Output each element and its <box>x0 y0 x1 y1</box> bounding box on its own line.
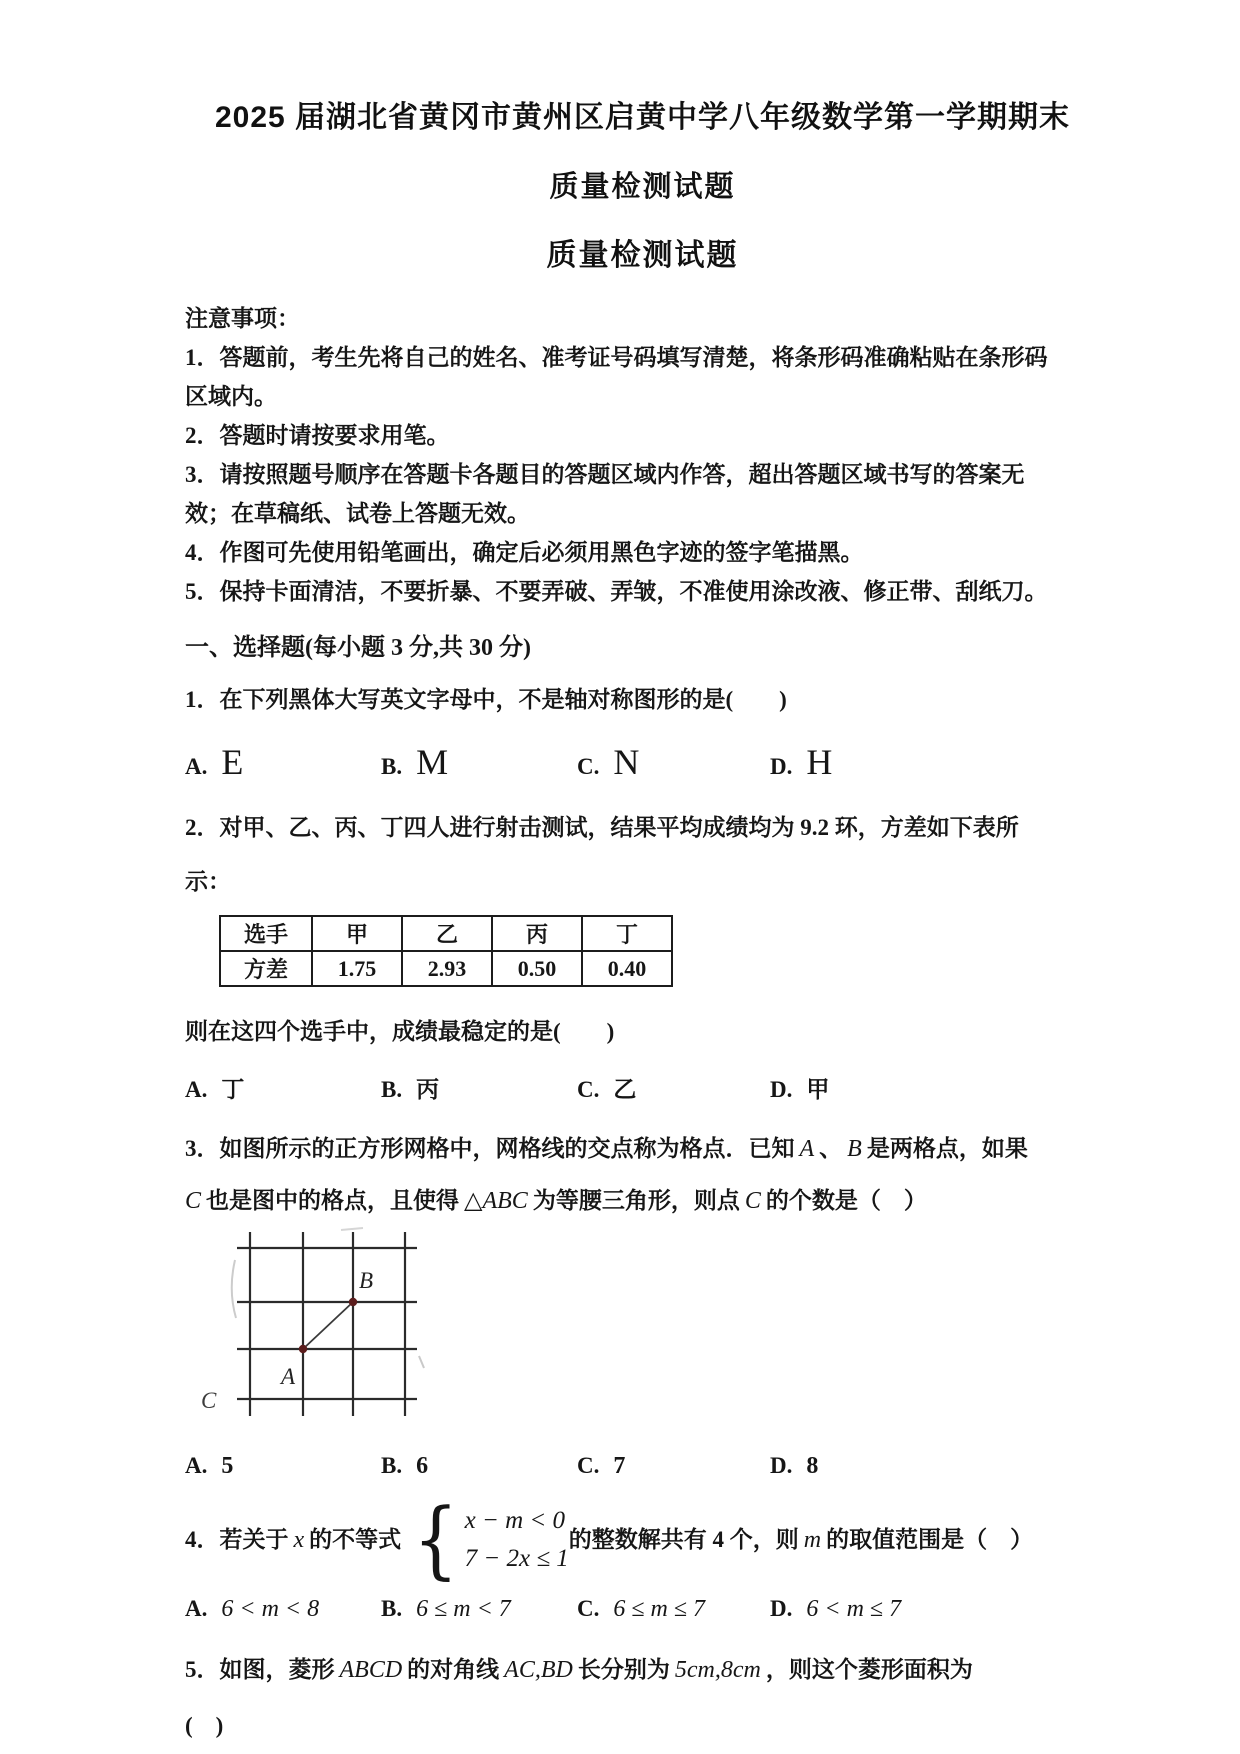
option-value: 6 < m < 8 <box>221 1596 320 1622</box>
label-c: C <box>201 1388 217 1413</box>
option-value: 6 <box>416 1453 429 1479</box>
q2-option-c <box>577 1071 770 1104</box>
option-value: 甲 <box>806 1077 830 1102</box>
q4-option-a <box>185 1596 381 1623</box>
q3-option-d <box>770 1453 1100 1480</box>
segment-ab <box>303 1302 353 1349</box>
inequality-system <box>465 1502 569 1578</box>
option-label: B. <box>381 1596 403 1621</box>
option-label: C. <box>577 1453 600 1478</box>
exam-title-line1: 2025 届湖北省黄冈市黄州区启黄中学八年级数学第一学期期末 <box>214 101 1071 134</box>
exam-title-line3: 质量检测试题 <box>546 239 739 272</box>
q1-option-c <box>577 741 770 783</box>
table-cell: 0.40 <box>582 951 672 986</box>
notice-line-3-wrap: 效；在草稿纸、试卷上答题无效。 <box>185 501 530 526</box>
notice-line-5: 5．保持卡面清洁，不要折暴、不要弄破、弄皱，不准使用涂改液、修正带、刮纸刀。 <box>185 579 1048 604</box>
variance-table <box>219 915 673 987</box>
q3-options <box>185 1453 1100 1480</box>
option-label: C. <box>577 1077 600 1102</box>
q1-stem: 1．在下列黑体大写英文字母中，不是轴对称图形的是( ) <box>185 687 787 712</box>
table-cell: 0.50 <box>492 951 582 986</box>
option-value: H <box>806 742 833 782</box>
q4-text: 的整数解共有 4 个，则 <box>568 1527 799 1552</box>
q2-option-d <box>770 1071 1100 1104</box>
table-cell: 2.93 <box>402 951 492 986</box>
math-var-b: B <box>847 1136 862 1162</box>
table-row <box>220 916 672 951</box>
table-cell: 1.75 <box>312 951 402 986</box>
scan-artifact <box>419 1356 424 1368</box>
q3-text: 3．如图所示的正方形网格中，网格线的交点称为格点．已知 <box>185 1136 795 1161</box>
math-var-x: x <box>293 1526 305 1553</box>
option-label: B. <box>381 754 403 779</box>
option-label: B. <box>381 1077 403 1102</box>
table-header-cell: 乙 <box>402 916 492 951</box>
table-header-cell: 丙 <box>492 916 582 951</box>
q1-option-a <box>185 741 381 783</box>
q2-option-a <box>185 1071 381 1104</box>
table-row <box>220 951 672 986</box>
q5-text: 5．如图，菱形 <box>185 1657 335 1682</box>
option-label: C. <box>577 754 600 779</box>
system-brace: { <box>413 1490 459 1589</box>
notice-line-2: 2．答题时请按要求用笔。 <box>185 423 450 448</box>
q3-stem-line1 <box>185 1134 1100 1164</box>
exam-title-line2: 质量检测试题 <box>549 171 736 203</box>
table-header-cell: 丁 <box>582 916 672 951</box>
option-label: A. <box>185 1453 208 1478</box>
math-triangle-abc: △ABC <box>464 1188 528 1214</box>
option-value: 6 < m ≤ 7 <box>806 1596 902 1622</box>
option-label: D. <box>770 1077 793 1102</box>
q4-option-c <box>577 1596 770 1623</box>
q1-options <box>185 741 1100 783</box>
math-abcd: ABCD <box>339 1657 403 1683</box>
notice-line-1-wrap: 区域内。 <box>185 384 277 409</box>
notice-line-4: 4．作图可先使用铅笔画出，确定后必须用黑色字迹的签字笔描黑。 <box>185 540 864 565</box>
option-value: 8 <box>806 1453 819 1479</box>
notice-heading: 注意事项： <box>185 306 300 331</box>
math-var-m: m <box>803 1526 822 1553</box>
option-label: D. <box>770 1453 793 1478</box>
point-a <box>299 1345 307 1353</box>
option-label: A. <box>185 754 208 779</box>
notice-line-1: 1．答题前，考生先将自己的姓名、准考证号码填写清楚，将条形码准确粘贴在条形码 <box>185 345 1048 370</box>
q3-option-b <box>381 1453 577 1480</box>
q4-option-b <box>381 1596 577 1623</box>
math-var-c: C <box>185 1188 202 1214</box>
q2-options <box>185 1071 1100 1104</box>
option-value: 7 <box>613 1453 626 1479</box>
q3-stem-line2 <box>185 1186 1100 1216</box>
math-ac-bd: AC,BD <box>504 1657 573 1683</box>
label-b: B <box>359 1268 374 1293</box>
math-var-c: C <box>744 1188 761 1214</box>
q4-text: 的取值范围是（ ） <box>826 1527 1034 1552</box>
math-lengths: 5cm,8cm <box>674 1657 761 1683</box>
inequality-line1: x − m < 0 <box>464 1507 565 1534</box>
notice-block <box>185 299 1100 611</box>
option-value: 5 <box>221 1453 234 1479</box>
option-label: C. <box>577 1596 600 1621</box>
inequality-line2: 7 − 2x ≤ 1 <box>464 1545 569 1572</box>
q3-text: 的个数是（ ） <box>765 1188 927 1213</box>
option-value: 丙 <box>416 1077 440 1102</box>
option-value: 6 ≤ m < 7 <box>416 1596 511 1622</box>
option-value: N <box>613 742 640 782</box>
option-label: D. <box>770 754 793 779</box>
option-label: B. <box>381 1453 403 1478</box>
q5-stem <box>185 1655 1100 1685</box>
q4-text: 4．若关于 <box>185 1527 289 1552</box>
scan-artifact <box>232 1260 236 1318</box>
q5-text: 的对角线 <box>407 1657 500 1682</box>
q2-stem-line2: 示： <box>185 869 231 894</box>
table-header-cell: 甲 <box>312 916 402 951</box>
q4-options <box>185 1596 1100 1623</box>
grid-figure <box>195 1224 430 1424</box>
q2-option-b <box>381 1071 577 1104</box>
q2-stem-line1: 2．对甲、乙、丙、丁四人进行射击测试，结果平均成绩均为 9.2 环，方差如下表所 <box>185 815 1019 840</box>
option-label: A. <box>185 1596 208 1621</box>
option-value: E <box>221 742 244 782</box>
math-var-a: A <box>799 1136 815 1162</box>
q3-option-c <box>577 1453 770 1480</box>
q1-option-d <box>770 741 1100 783</box>
option-label: A. <box>185 1077 208 1102</box>
q5-text: ，则这个菱形面积为 <box>765 1657 973 1682</box>
point-b <box>349 1298 357 1306</box>
q3-option-a <box>185 1453 381 1480</box>
option-label: D. <box>770 1596 793 1621</box>
q1-option-b <box>381 741 577 783</box>
q3-text: 、 <box>819 1136 843 1161</box>
q3-text: 是两格点，如果 <box>866 1136 1028 1161</box>
q5-text: 长分别为 <box>577 1657 670 1682</box>
notice-line-3: 3．请按照题号顺序在答题卡各题目的答题区域内作答，超出答题区域书写的答案无 <box>185 462 1025 487</box>
option-value: M <box>416 742 449 782</box>
q4-stem <box>185 1490 1100 1589</box>
option-value: 丁 <box>221 1077 245 1102</box>
label-a: A <box>281 1364 296 1389</box>
q4-option-d <box>770 1596 1100 1623</box>
scan-artifact <box>341 1228 363 1230</box>
table-header-cell: 选手 <box>220 916 312 951</box>
option-value: 6 ≤ m ≤ 7 <box>613 1596 706 1622</box>
table-cell: 方差 <box>220 951 312 986</box>
q3-text: 也是图中的格点，且使得 <box>206 1188 460 1213</box>
section-heading: 一、选择题(每小题 3 分,共 30 分) <box>185 635 531 661</box>
q2-follow: 则在这四个选手中，成绩最稳定的是( ) <box>185 1019 615 1044</box>
q5-answer-paren: ( ) <box>185 1713 224 1738</box>
q3-text: 为等腰三角形，则点 <box>532 1188 740 1213</box>
q4-text: 的不等式 <box>309 1527 402 1552</box>
option-value: 乙 <box>613 1077 637 1102</box>
